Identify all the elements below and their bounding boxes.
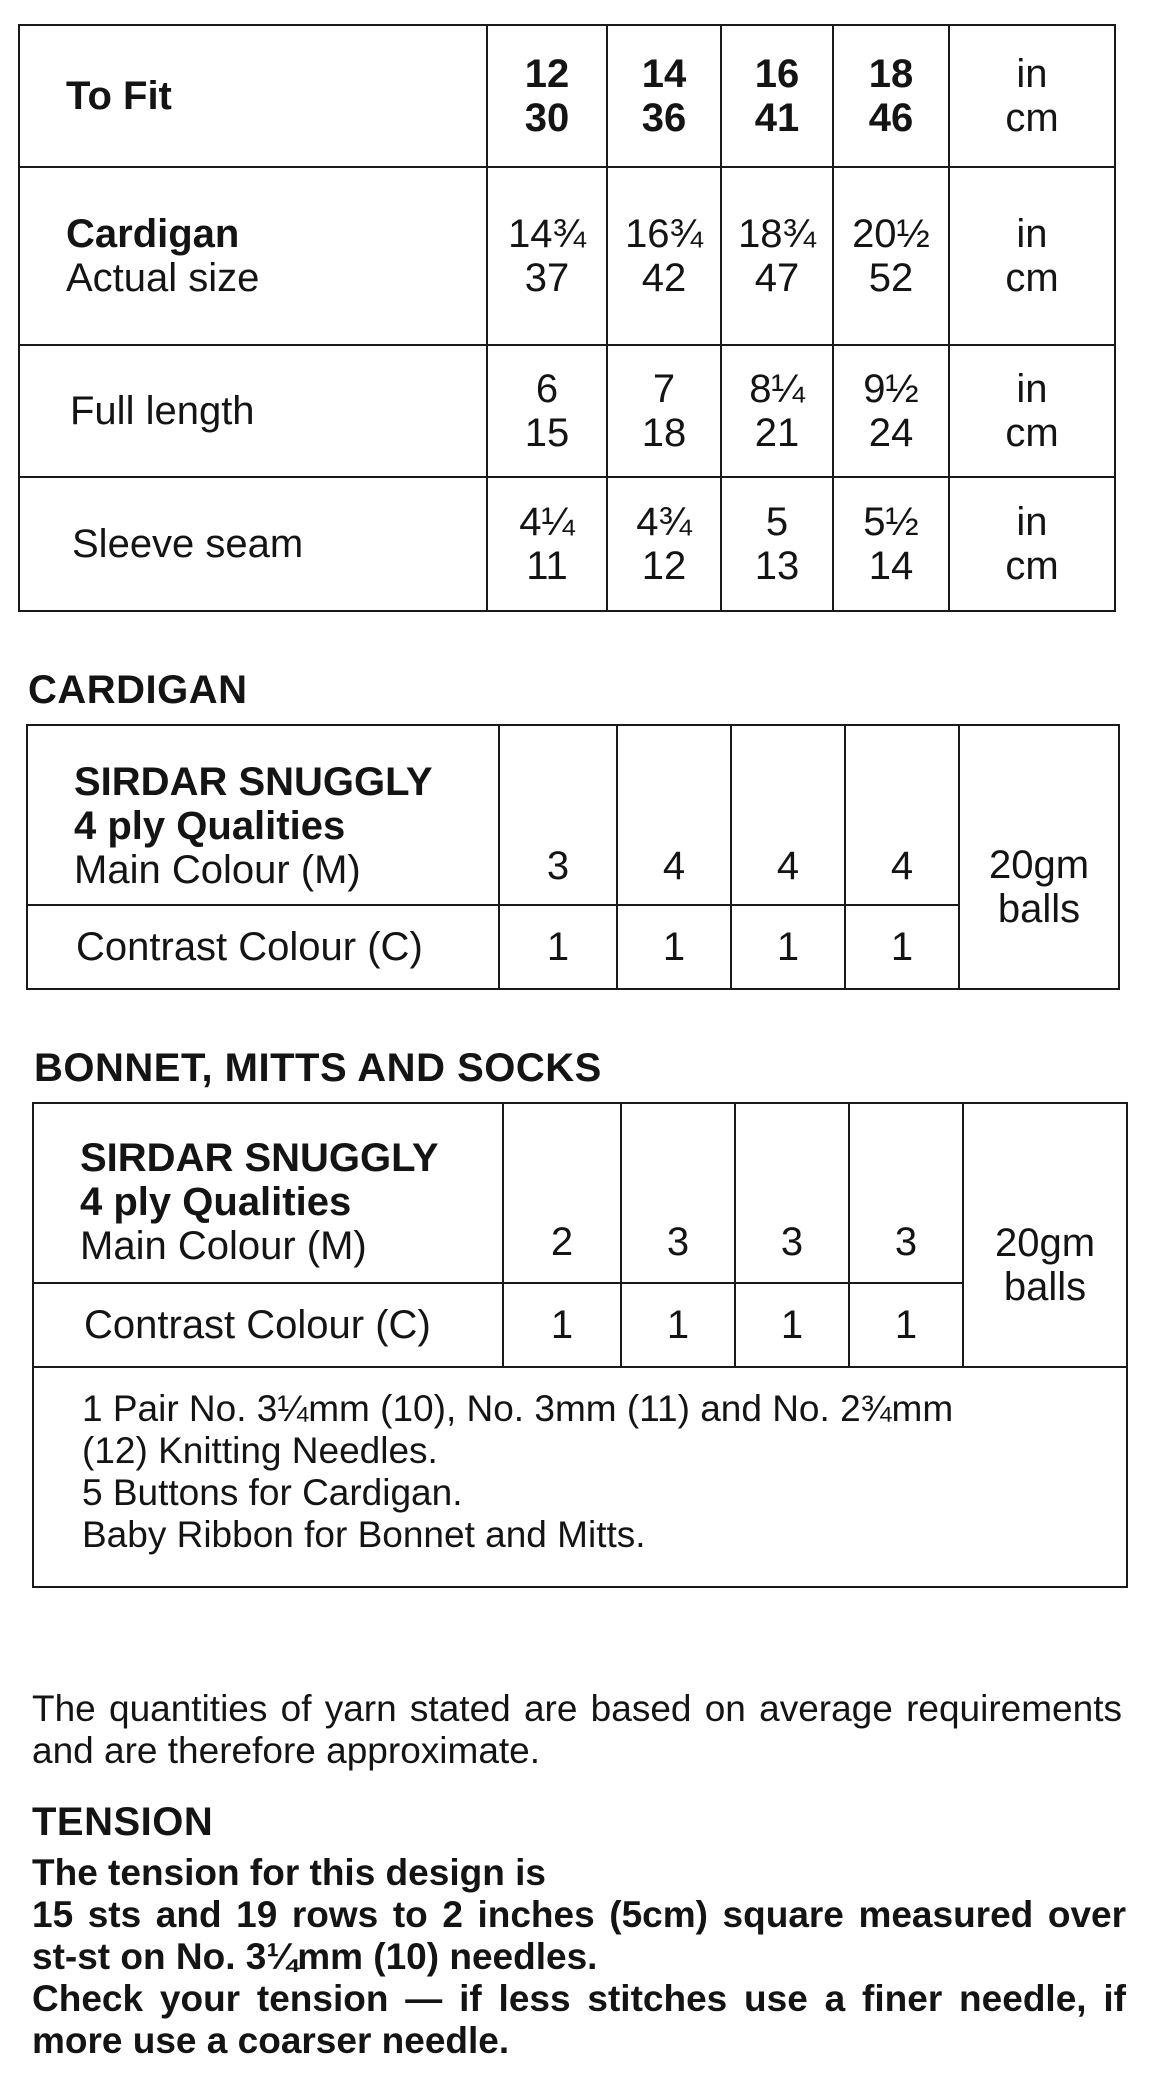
value-cell: 9½ 24 [833,345,949,477]
size-col-2: 14 36 [607,25,721,167]
value-cell: 5½ 14 [833,477,949,611]
unit-cell: in cm [949,345,1115,477]
size-col-1: 12 30 [487,25,607,167]
value-cell: 1 [503,1283,621,1367]
tension-intro: The tension for this design is [32,1852,546,1893]
to-fit-label: To Fit [66,74,172,118]
value-cell: 3 [621,1103,735,1283]
value-cell: 2 [503,1103,621,1283]
sleeve-seam-row [19,477,1115,611]
value-cell: 16¾ 42 [607,167,721,345]
value-cell: 6 15 [487,345,607,477]
accessories-yarn-quality: 4 ply Qualities [80,1180,352,1224]
note-line: (12) Knitting Needles. [82,1430,438,1471]
value-cell: 8¼ 21 [721,345,833,477]
value-cell: 7 18 [607,345,721,477]
tension-measure: 15 sts and 19 rows to 2 inches (5cm) square measured over st-st on No. 3¼mm (10) needles. [32,1894,1126,1977]
quantities-note: The quantities of yarn stated are based on average requirements and are therefore approximate. [32,1688,1122,1771]
value-cell: 1 [849,1283,963,1367]
note-line: Baby Ribbon for Bonnet and Mitts. [82,1514,646,1555]
sleeve-seam-label: Sleeve seam [72,522,304,566]
cardigan-yarn-quality: 4 ply Qualities [74,804,346,848]
value-cell: 3 [735,1103,849,1283]
cardigan-heading: CARDIGAN [28,668,248,712]
actual-size-label: Actual size [66,256,260,300]
value-cell: 3 [499,725,617,905]
value-cell: 18¾ 47 [721,167,833,345]
value-cell: 4¼ 11 [487,477,607,611]
unit-col: in cm [949,25,1115,167]
accessories-main-label: Main Colour (M) [80,1224,367,1268]
value-cell: 4 [617,725,731,905]
full-length-row [19,345,1115,477]
value-cell: 1 [617,905,731,989]
value-cell: 1 [735,1283,849,1367]
cardigan-yarn-table [26,724,1120,990]
accessories-unit-cell: 20gm balls [963,1103,1127,1367]
cardigan-unit-cell: 20gm balls [959,725,1119,989]
cardigan-yarn-brand: SIRDAR SNUGGLY [74,760,433,804]
cardigan-main-row [27,725,1119,905]
accessories-main-row [33,1103,1127,1283]
size-col-3: 16 41 [721,25,833,167]
tension-heading: TENSION [32,1800,214,1844]
accessories-contrast-label: Contrast Colour (C) [84,1303,431,1347]
value-cell: 4 [731,725,845,905]
materials-row [33,1367,1127,1587]
actual-size-row [19,167,1115,345]
accessories-heading: BONNET, MITTS AND SOCKS [34,1046,602,1090]
cardigan-contrast-label: Contrast Colour (C) [76,925,423,969]
cardigan-main-label: Main Colour (M) [74,848,361,892]
accessories-contrast-row [33,1283,1127,1367]
materials-notes [33,1367,1127,1587]
value-cell: 20½ 52 [833,167,949,345]
value-cell: 1 [499,905,617,989]
accessories-yarn-brand: SIRDAR SNUGGLY [80,1136,439,1180]
sizes-table [18,24,1116,612]
to-fit-row [19,25,1115,167]
value-cell: 14¾ 37 [487,167,607,345]
note-line: 1 Pair No. 3¼mm (10), No. 3mm (11) and No. 2¾mm [82,1388,954,1429]
note-line: 5 Buttons for Cardigan. [82,1472,463,1513]
value-cell: 1 [621,1283,735,1367]
cardigan-title: Cardigan [66,212,240,256]
value-cell: 4 [845,725,959,905]
unit-cell: in cm [949,167,1115,345]
cardigan-contrast-row [27,905,1119,989]
full-length-label: Full length [70,389,255,433]
value-cell: 1 [845,905,959,989]
value-cell: 1 [731,905,845,989]
tension-check: Check your tension — if less stitches use a finer needle, if more use a coarser needle. [32,1978,1126,2061]
value-cell: 3 [849,1103,963,1283]
value-cell: 5 13 [721,477,833,611]
accessories-yarn-table [32,1102,1128,1588]
size-col-4: 18 46 [833,25,949,167]
tension-block [32,1852,1126,2062]
unit-cell: in cm [949,477,1115,611]
value-cell: 4¾ 12 [607,477,721,611]
